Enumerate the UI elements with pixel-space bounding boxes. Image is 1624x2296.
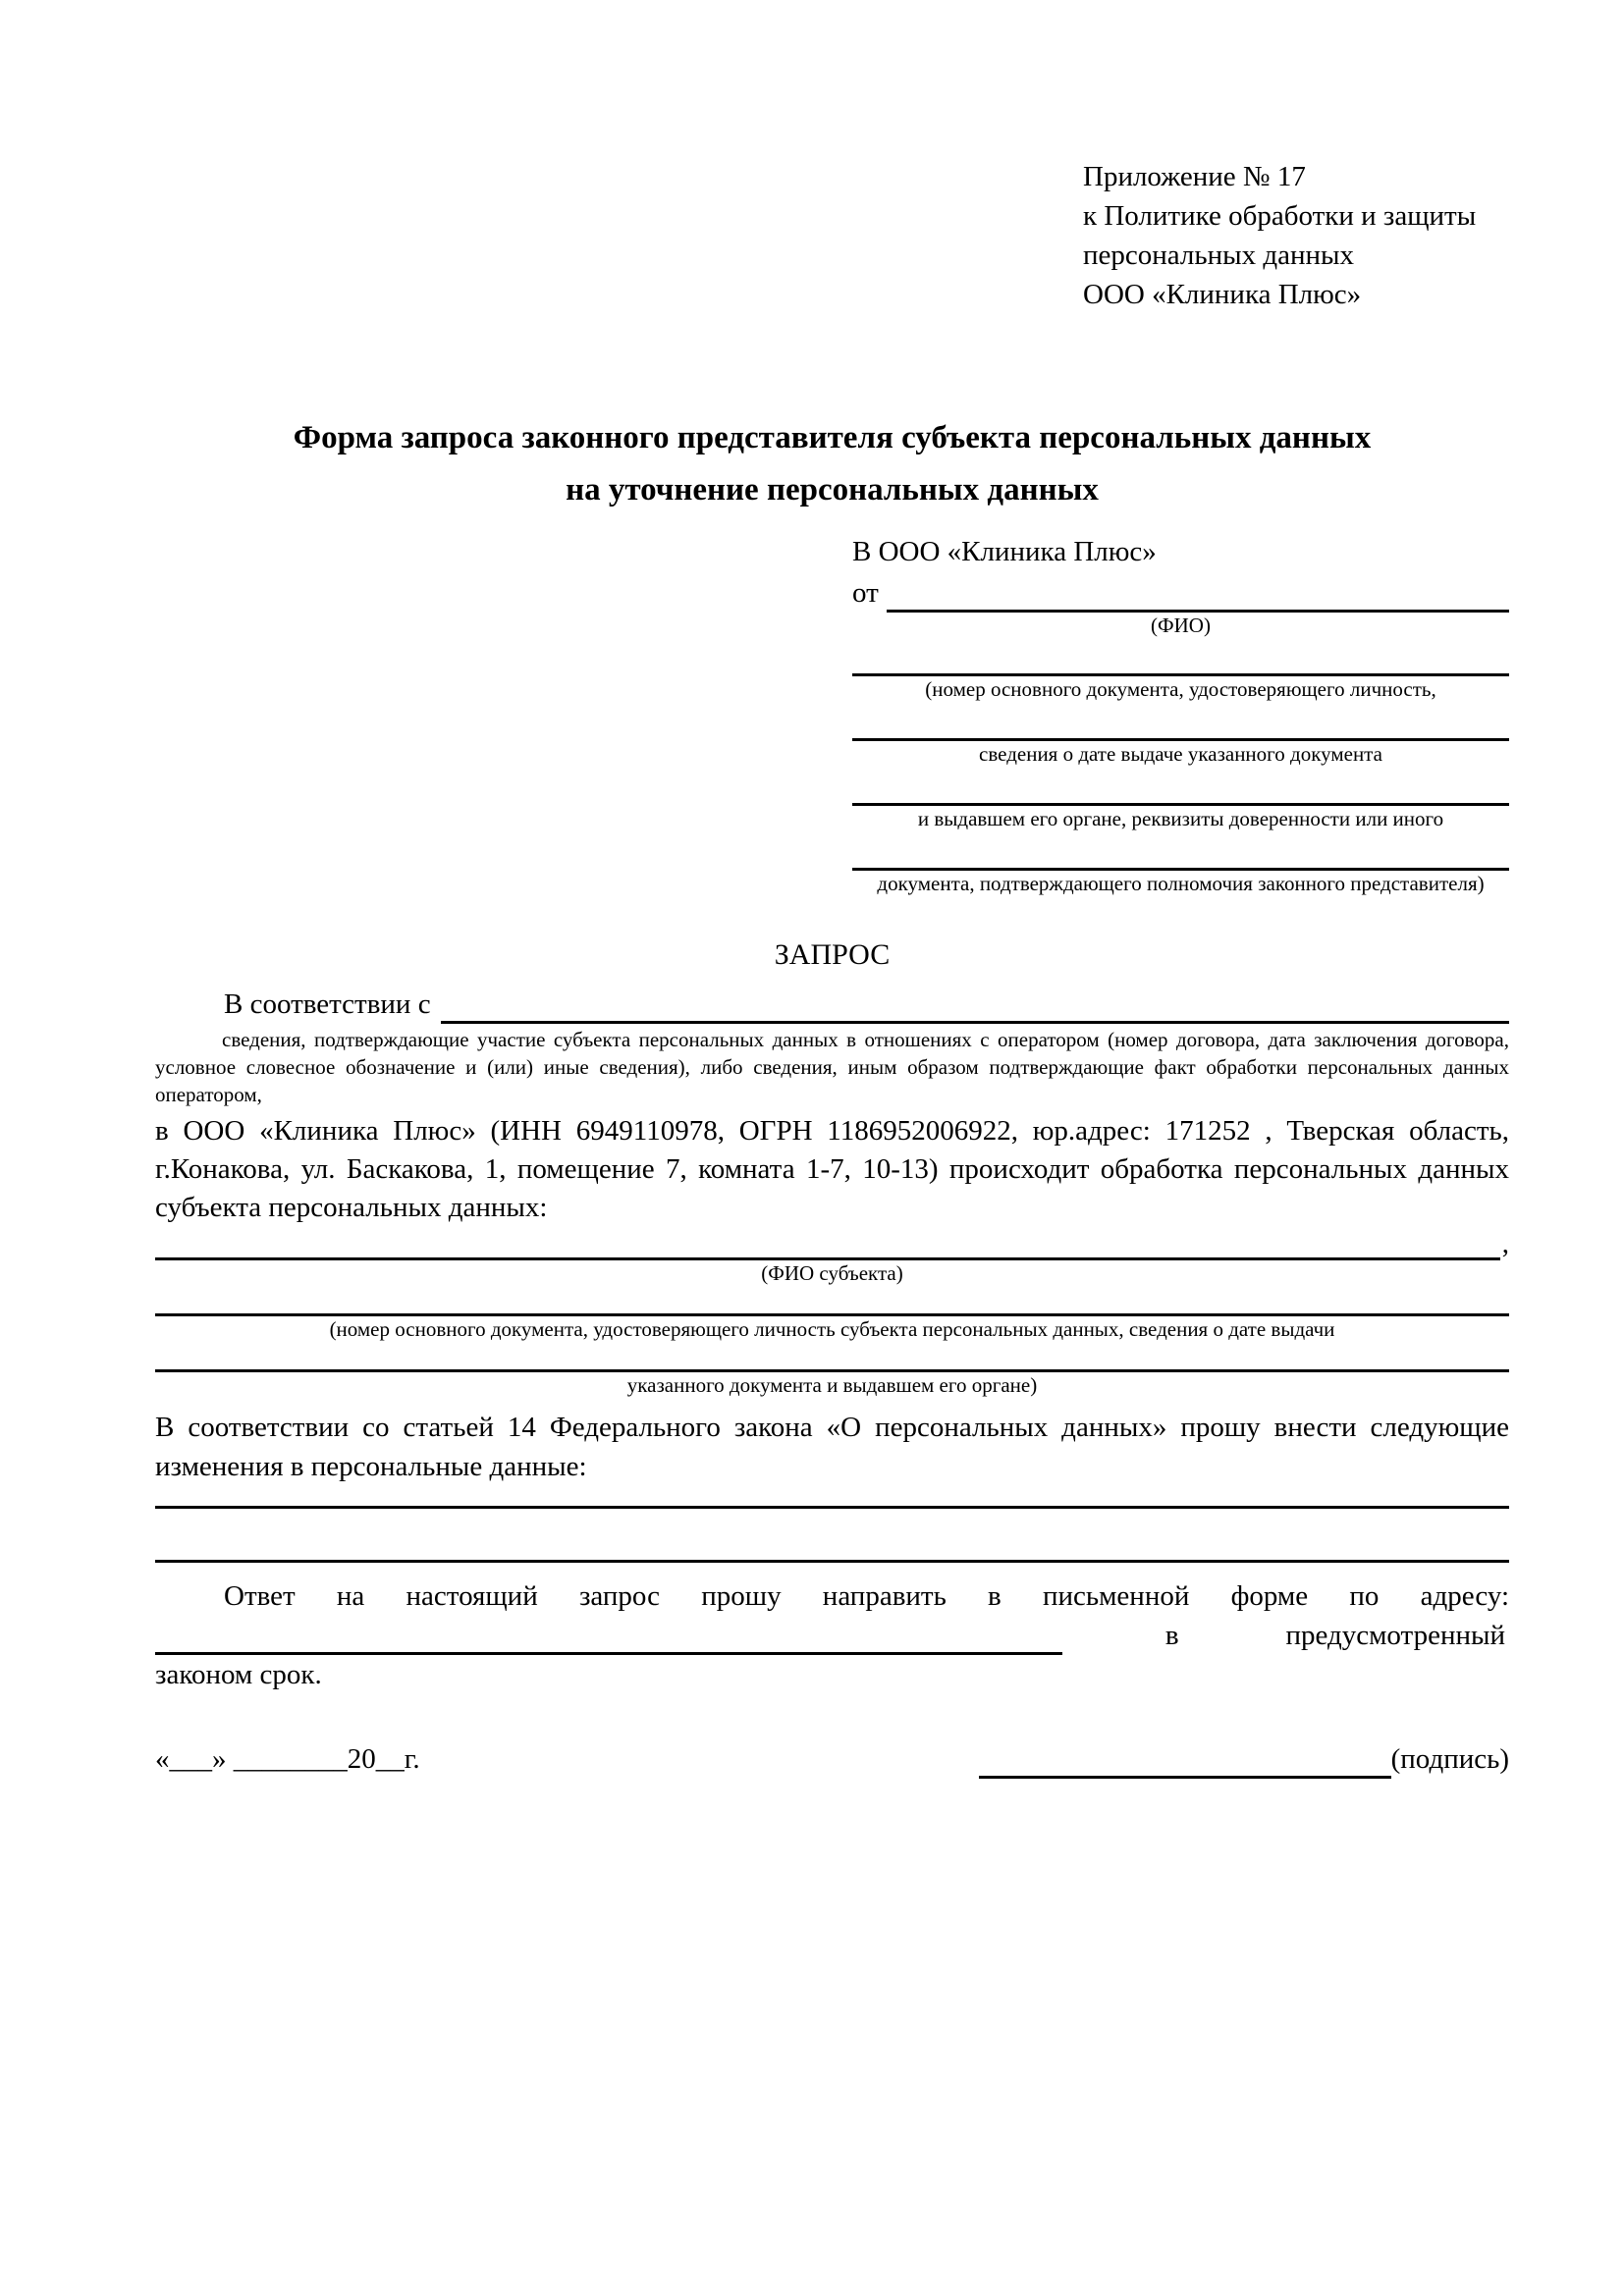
answer-paragraph-line-3: законом срок. bbox=[155, 1659, 322, 1690]
signature-caption: (подпись) bbox=[1390, 1743, 1509, 1775]
answer-address-row bbox=[155, 1616, 1509, 1655]
request-intro-row bbox=[155, 985, 1509, 1024]
document-title bbox=[155, 412, 1509, 516]
subject-doc-caption-top: (номер основного документа, удостоверяющего личность субъекта персональных данных, сведения о дате выдачи bbox=[329, 1317, 1335, 1341]
signature-block bbox=[979, 1739, 1509, 1779]
representative-doc-fill-line-3 bbox=[852, 770, 1509, 806]
document-title-line-1: Форма запроса законного представителя субъекта персональных данных bbox=[293, 420, 1372, 455]
changes-fill-line-2 bbox=[155, 1509, 1509, 1563]
subject-doc-fill-line-2 bbox=[155, 1342, 1509, 1372]
representative-doc-fill-line-1 bbox=[852, 638, 1509, 676]
representative-doc-caption-1: (номер основного документа, удостоверяющего личность, bbox=[925, 677, 1436, 701]
operator-paragraph: в ООО «Клиника Плюс» (ИНН 6949110978, ОГРН 1186952006922, юр.адрес: 171252 , Тверская область, г.Конакова, ул. Баскакова, 1, помещение 7, комната 1-7, 10-13) происходит обработка персональных данных субъекта персональных данных: bbox=[155, 1115, 1509, 1223]
subject-doc-fill-line-1 bbox=[155, 1286, 1509, 1316]
signature-fill-line bbox=[979, 1742, 1391, 1779]
addressee-to: В ООО «Клиника Плюс» bbox=[852, 536, 1157, 567]
law-paragraph: В соответствии со статьей 14 Федерального закона «О персональных данных» прошу внести следующие изменения в персональные данные: bbox=[155, 1412, 1509, 1482]
addressee-from-label: от bbox=[852, 577, 879, 609]
representative-doc-caption-4: документа, подтверждающего полномочия законного представителя) bbox=[877, 872, 1485, 895]
addressee-block bbox=[852, 532, 1509, 896]
addressee-from-row bbox=[852, 573, 1509, 613]
subject-fio-caption: (ФИО субъекта) bbox=[761, 1261, 903, 1285]
representative-doc-fill-line-4 bbox=[852, 834, 1509, 871]
answer-word-v: в bbox=[1164, 1620, 1179, 1651]
answer-paragraph-line-1: Ответ на настоящий запрос прошу направить в письменной форме по адресу: bbox=[224, 1580, 1509, 1612]
representative-doc-fill-line-2 bbox=[852, 705, 1509, 741]
request-intro-label: В соответствии с bbox=[224, 988, 431, 1020]
answer-word-predusmotrenny: предусмотренный bbox=[1285, 1620, 1505, 1651]
changes-fill-line-1 bbox=[155, 1486, 1509, 1509]
document-title-line-2: на уточнение персональных данных bbox=[566, 472, 1099, 507]
representative-doc-caption-3: и выдавшем его органе, реквизиты доверенности или иного bbox=[917, 807, 1444, 830]
subject-fio-fill-line bbox=[155, 1238, 1500, 1260]
request-heading: ЗАПРОС bbox=[774, 938, 891, 971]
annex-line-3: персональных данных bbox=[1083, 240, 1355, 271]
annex-header bbox=[1083, 157, 1509, 314]
date-signature-row bbox=[155, 1739, 1509, 1779]
annex-line-2: к Политике обработки и защиты bbox=[1083, 200, 1477, 232]
representative-doc-caption-2: сведения о дате выдаче указанного документа bbox=[979, 742, 1382, 766]
subject-doc-caption-bottom: указанного документа и выдавшем его органе) bbox=[626, 1373, 1038, 1397]
date-line: «___» ________20__г. bbox=[155, 1743, 420, 1775]
annex-line-4: ООО «Клиника Плюс» bbox=[1083, 279, 1362, 310]
subject-fio-trailing-comma: , bbox=[1501, 1228, 1509, 1259]
basis-fine-print: сведения, подтверждающие участие субъекта персональных данных в отношениях с оператором (номер договора, дата заключения договора, условное словесное обозначение и (или) иные сведения), либо сведения, иным образом подтверждающие факт обработки персональных данных оператором, bbox=[155, 1028, 1509, 1106]
fio-caption: (ФИО) bbox=[1151, 614, 1211, 637]
annex-line-1: Приложение № 17 bbox=[1083, 161, 1306, 192]
basis-fill-line bbox=[441, 988, 1509, 1024]
subject-fio-row bbox=[155, 1227, 1509, 1260]
answer-address-fill-line bbox=[155, 1619, 1062, 1655]
fio-fill-line bbox=[887, 576, 1509, 613]
